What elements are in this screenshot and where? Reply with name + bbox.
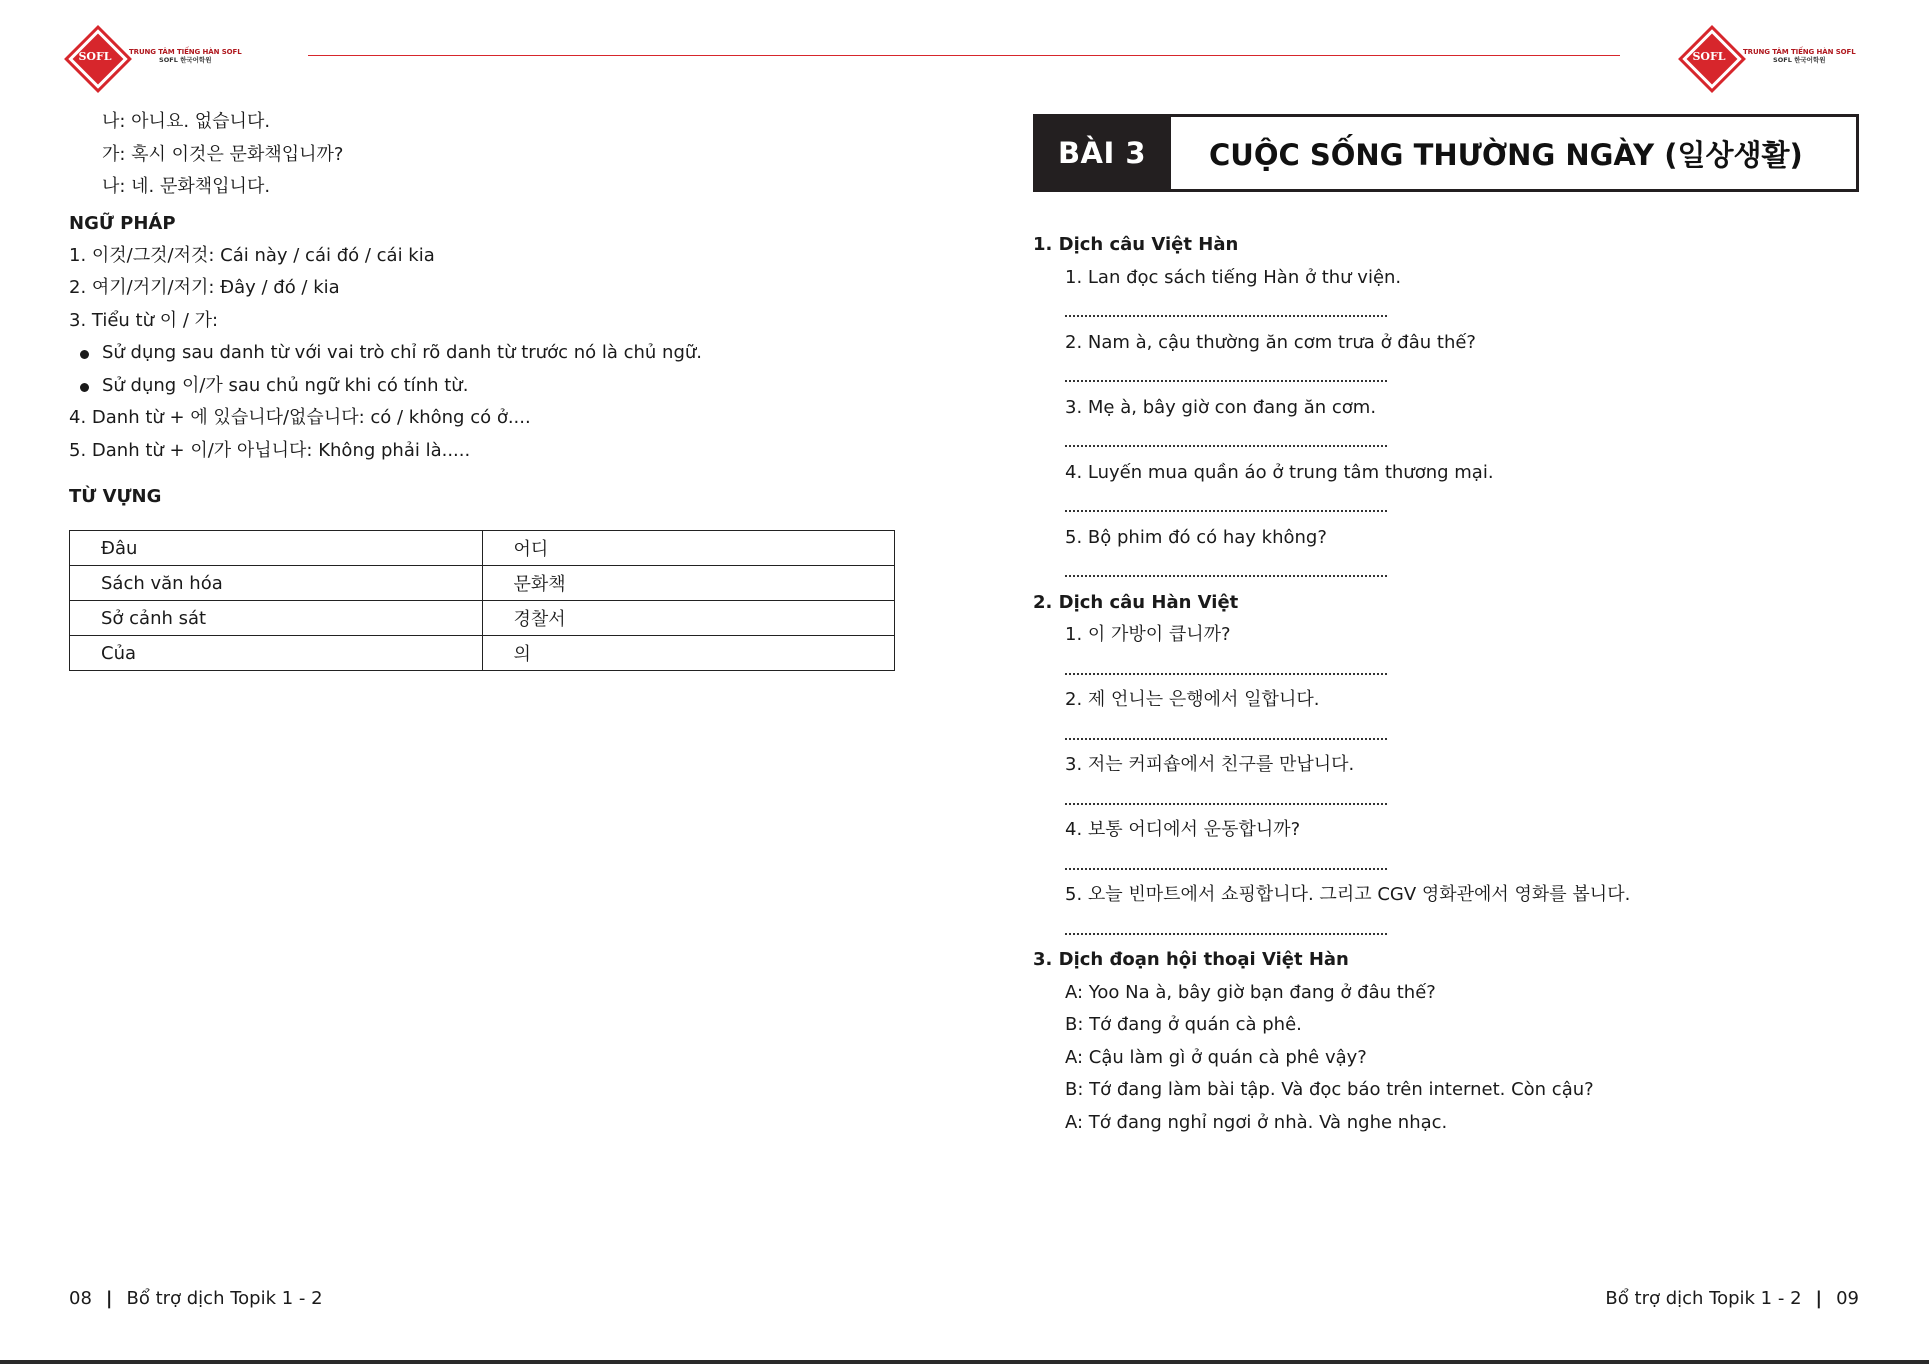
answer-line [1065,359,1387,392]
grammar-item: 3. Tiểu từ 이 / 가: [69,309,219,331]
vocab-ko: 경찰서 [482,601,895,636]
footer-left [69,1288,323,1309]
exercise-item: 5. 오늘 빈마트에서 쇼핑합니다. 그리고 CGV 영화관에서 영화를 봅니다. [1065,884,1631,905]
vocab-vi: Của [70,636,483,671]
section-heading: 2. Dịch câu Hàn Việt [1033,591,1239,613]
vocab-heading: TỪ VỰNG [69,486,162,507]
grammar-item: 5. Danh từ + 이/가 아닙니다: Không phải là..... [69,439,471,461]
exercise-item: 4. Luyến mua quần áo ở trung tâm thương mại. [1065,461,1494,483]
grammar-bullet: Sử dụng sau danh từ với vai trò chỉ rõ danh từ trước nó là chủ ngữ. [69,337,899,370]
footer-title: Bổ trợ dịch Topik 1 - 2 [126,1288,323,1309]
dialogue-line: 가: 혹시 이것은 문화책입니까? [102,143,344,165]
vocab-ko: 문화책 [482,566,895,601]
answer-line [1065,847,1387,880]
footer-separator: | [105,1288,113,1309]
logo-line2: SOFL 한국어학원 [159,56,212,65]
exercise-item: 5. Bộ phim đó có hay không? [1065,526,1327,548]
page-number: 08 [69,1288,92,1309]
exercise-item: 2. 제 언니는 은행에서 일합니다. [1065,689,1320,710]
table-row [70,636,895,671]
table-row [70,531,895,566]
vocab-table [69,530,895,671]
dialogue-line: A: Cậu làm gì ở quán cà phê vậy? [1065,1046,1367,1068]
answer-line [1065,912,1387,945]
answer-line [1065,489,1387,522]
answer-line [1065,652,1387,685]
bottom-rule [0,1360,1929,1364]
answer-line [1065,554,1387,587]
section-heading: 1. Dịch câu Việt Hàn [1033,234,1239,255]
logo-diamond-icon: SOFL [69,30,121,82]
logo-right [1683,30,1856,82]
answer-line [1065,717,1387,750]
exercise-item: 3. Mẹ à, bây giờ con đang ăn cơm. [1065,396,1377,418]
dialogue-line: A: Yoo Na à, bây giờ bạn đang ở đâu thế? [1065,981,1436,1003]
exercise-item: 1. 이 가방이 큽니까? [1065,624,1231,645]
left-page-content [69,106,899,671]
grammar-heading: NGỮ PHÁP [69,212,176,234]
grammar-item: 2. 여기/거기/저기: Đây / đó / kia [69,277,340,298]
dialogue-line: A: Tớ đang nghỉ ngơi ở nhà. Và nghe nhạc. [1065,1111,1448,1133]
table-row [70,601,895,636]
lesson-title: CUỘC SỐNG THƯỜNG NGÀY (일상생활) [1171,114,1859,192]
section-heading: 3. Dịch đoạn hội thoại Việt Hàn [1033,949,1349,970]
answer-line [1065,424,1387,457]
header-rule [308,55,1620,56]
table-row [70,566,895,601]
vocab-vi: Sách văn hóa [70,566,483,601]
lesson-label: BÀI 3 [1033,114,1171,192]
logo-line1: TRUNG TÂM TIẾNG HÀN SOFL [129,47,242,56]
logo-line2: SOFL 한국어학원 [1773,56,1826,65]
vocab-ko: 어디 [482,531,895,566]
footer-separator: | [1815,1288,1823,1309]
page-number: 09 [1836,1288,1859,1309]
answer-line [1065,782,1387,815]
lesson-banner [1033,114,1859,192]
exercise-item: 1. Lan đọc sách tiếng Hàn ở thư viện. [1065,266,1402,288]
dialogue-line: B: Tớ đang ở quán cà phê. [1065,1014,1302,1035]
vocab-vi: Đâu [70,531,483,566]
exercise-item: 3. 저는 커피숍에서 친구를 만납니다. [1065,754,1355,775]
exercise-item: 4. 보통 어디에서 운동합니까? [1065,819,1301,840]
dialogue-line: B: Tớ đang làm bài tập. Và đọc báo trên internet. Còn cậu? [1065,1079,1594,1100]
footer-right [1605,1288,1859,1309]
right-page-content [1033,229,1873,1139]
exercise-item: 2. Nam à, cậu thường ăn cơm trưa ở đâu thế? [1065,331,1476,353]
footer-title: Bổ trợ dịch Topik 1 - 2 [1605,1288,1802,1309]
grammar-item: 1. 이것/그것/저것: Cái này / cái đó / cái kia [69,244,435,266]
answer-line [1065,294,1387,327]
grammar-bullet: Sử dụng 이/가 sau chủ ngữ khi có tính từ. [69,370,899,403]
grammar-item: 4. Danh từ + 에 있습니다/없습니다: có / không có ở.... [69,407,531,428]
vocab-vi: Sở cảnh sát [70,601,483,636]
dialogue-line: 나: 네. 문화책입니다. [102,176,271,197]
logo-diamond-icon: SOFL [1683,30,1735,82]
dialogue-line: 나: 아니요. 없습니다. [102,111,271,132]
logo-left [69,30,242,82]
vocab-ko: 의 [482,636,895,671]
logo-line1: TRUNG TÂM TIẾNG HÀN SOFL [1743,47,1856,56]
